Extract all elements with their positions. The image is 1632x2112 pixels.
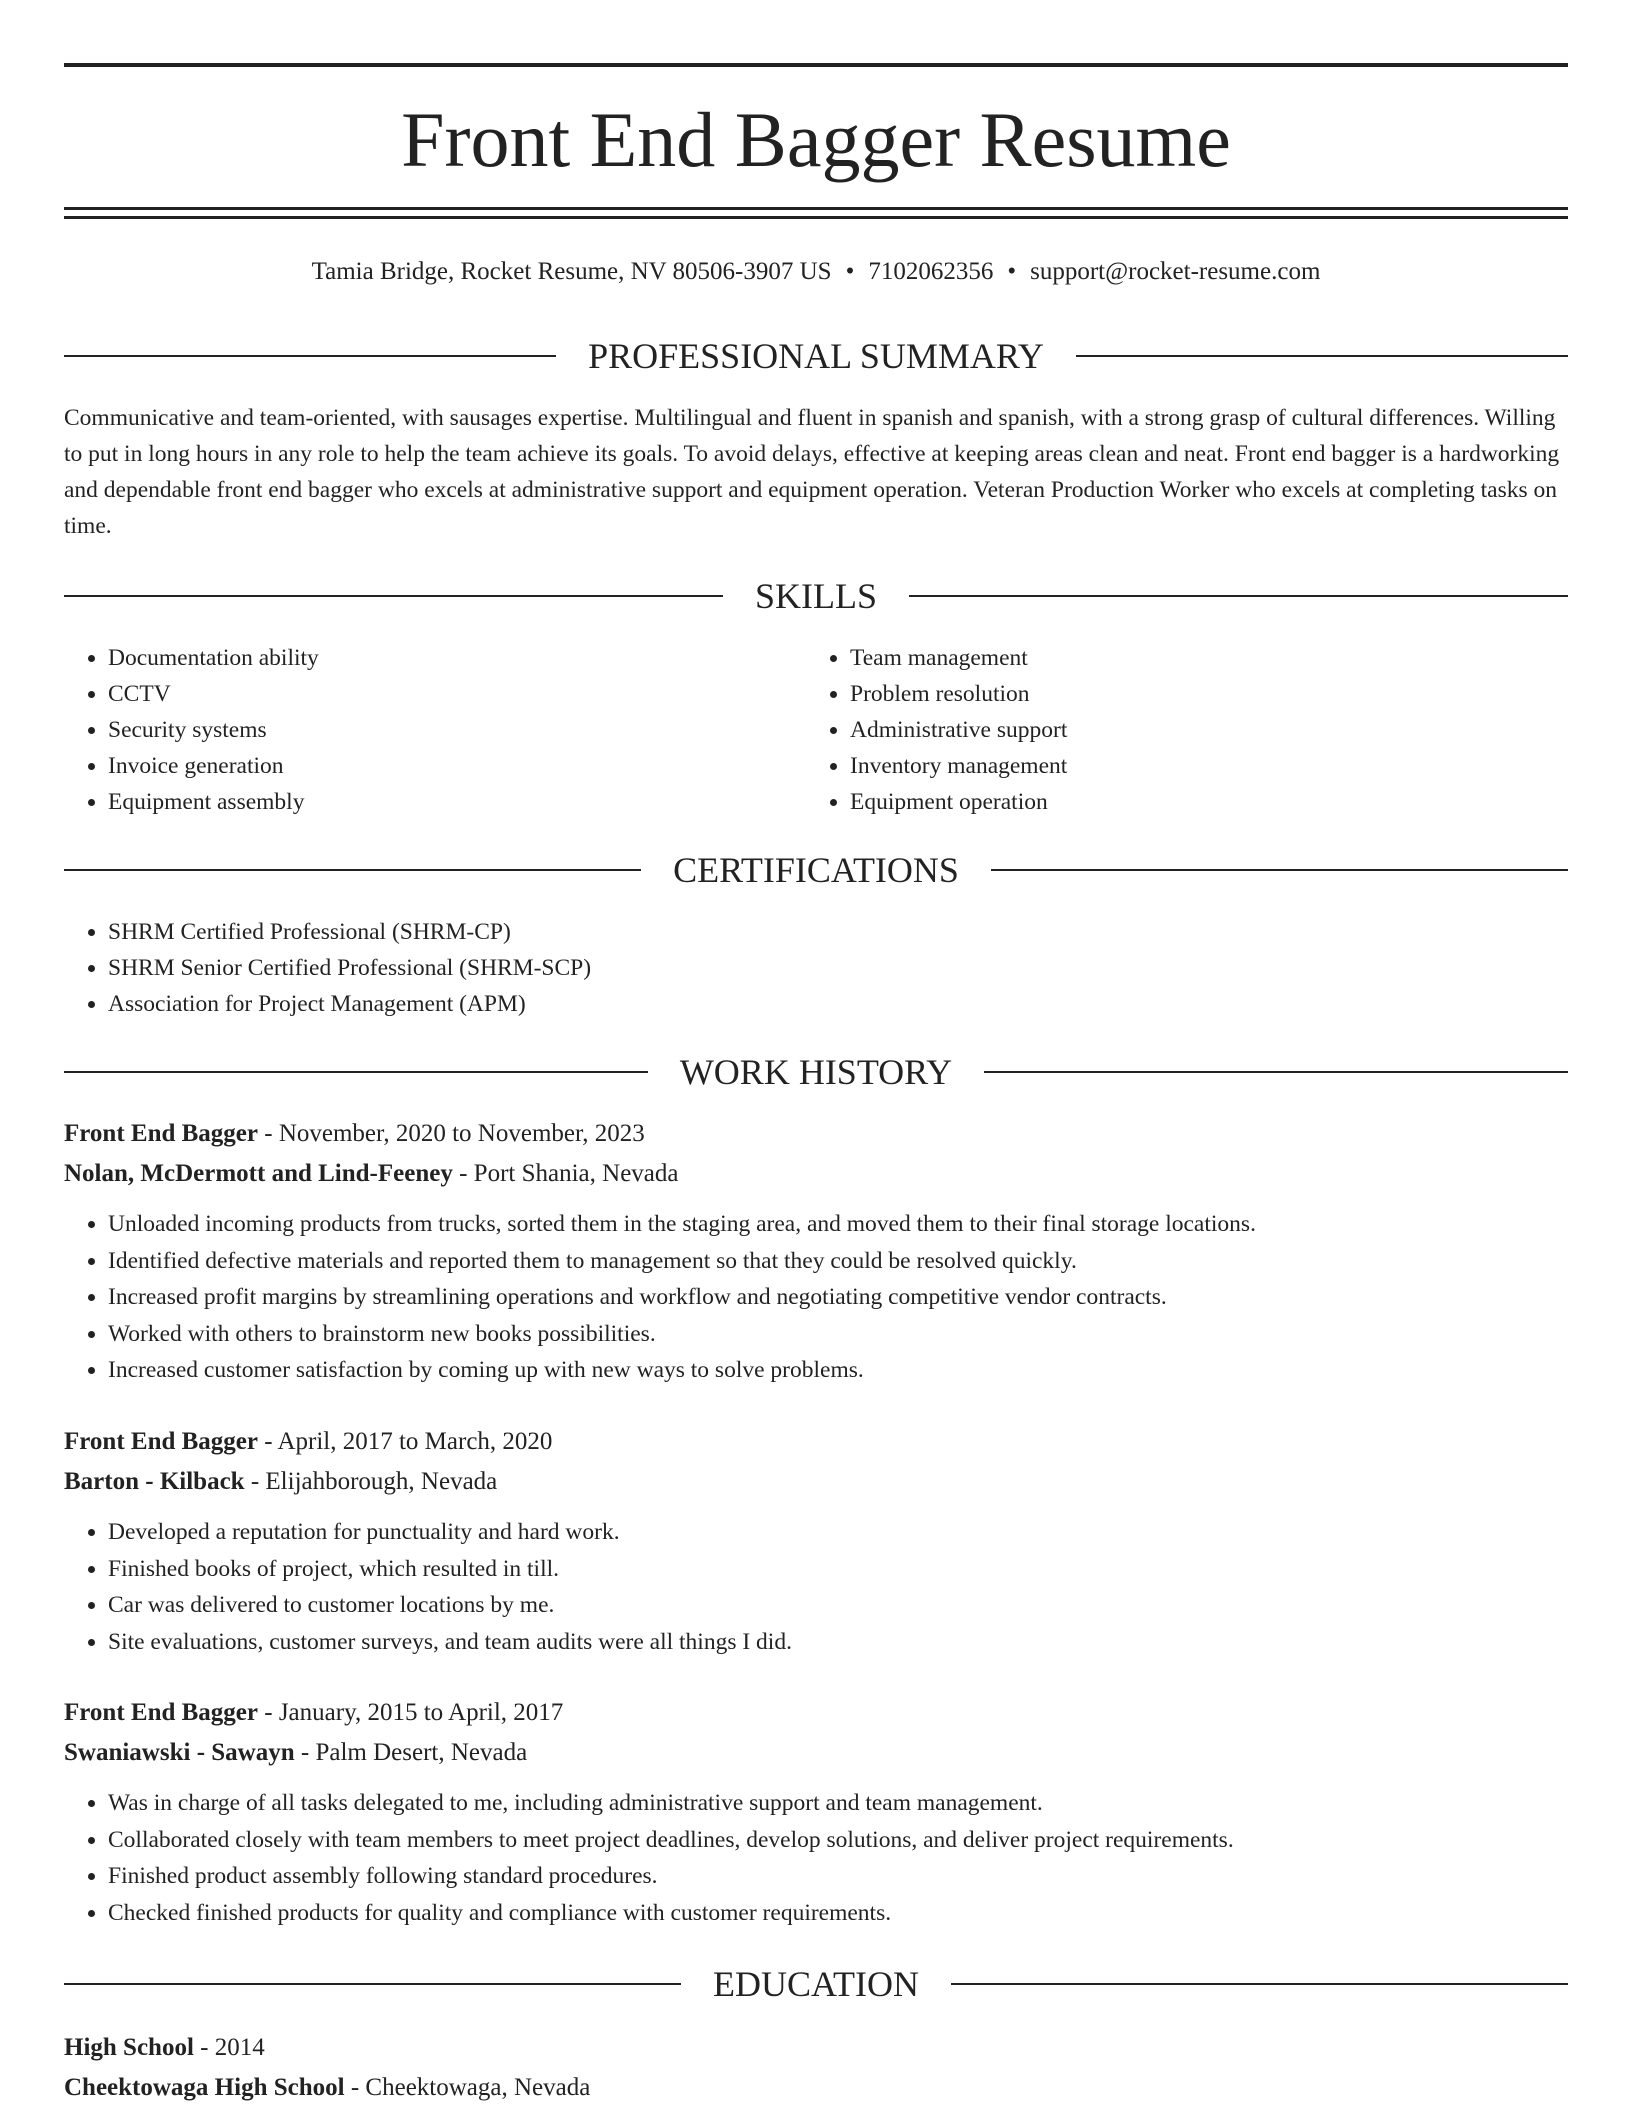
job-dates: - January, 2015 to April, 2017: [258, 1699, 564, 1726]
job-company-line: [64, 1462, 1568, 1502]
heading-rule-left: [64, 595, 723, 597]
job-location: - Palm Desert, Nevada: [294, 1739, 528, 1766]
skill-item: • Inventory management: [850, 748, 1590, 784]
job-bullet: • Site evaluations, customer surveys, and team audits were all things I did.: [108, 1624, 1568, 1661]
heading-rule-left: [64, 869, 641, 871]
certification-item: • SHRM Senior Certified Professional (SHRM-SCP): [108, 950, 1612, 986]
heading-rule-left: [64, 1983, 681, 1985]
title-rule-lower: [64, 216, 1568, 219]
section-heading-work: [64, 1050, 1568, 1094]
top-rule: [64, 63, 1568, 67]
job-bullet: • Car was delivered to customer locations by me.: [108, 1587, 1568, 1624]
education-school-line: [64, 2068, 1568, 2108]
skill-item: • CCTV: [108, 676, 848, 712]
job-dates: - April, 2017 to March, 2020: [258, 1428, 553, 1455]
section-title: PROFESSIONAL SUMMARY: [588, 336, 1044, 376]
job-bullet: • Collaborated closely with team members to meet project deadlines, develop solutions, and deliver project requirements.: [108, 1822, 1568, 1859]
resume-title: Front End Bagger Resume: [401, 96, 1231, 183]
job-title: Front End Bagger: [64, 1699, 258, 1726]
contact-email: support@rocket-resume.com: [1030, 258, 1321, 285]
contact-address: Tamia Bridge, Rocket Resume, NV 80506-3907 US: [311, 258, 832, 285]
education-degree: High School: [64, 2034, 194, 2061]
job-bullet: • Unloaded incoming products from trucks, sorted them in the staging area, and moved them to their final storage locations.: [108, 1206, 1568, 1243]
section-heading-certifications: [64, 848, 1568, 892]
certification-item: • SHRM Certified Professional (SHRM-CP): [108, 914, 1612, 950]
title-rule-upper: [64, 207, 1568, 210]
heading-rule-left: [64, 355, 556, 357]
job-title-line: [64, 1114, 1568, 1154]
section-title: WORK HISTORY: [679, 1052, 953, 1092]
job-bullet: • Was in charge of all tasks delegated to me, including administrative support and team management.: [108, 1785, 1568, 1822]
heading-rule-right: [991, 869, 1568, 871]
education-location: - Cheektowaga, Nevada: [344, 2074, 591, 2101]
job-company-line: [64, 1733, 1568, 1773]
job-bullet: • Increased profit margins by streamlining operations and workflow and negotiating competitive vendor contracts.: [108, 1279, 1568, 1316]
job-bullet: • Checked finished products for quality and compliance with customer requirements.: [108, 1895, 1568, 1932]
job-bullet: • Increased customer satisfaction by coming up with new ways to solve problems.: [108, 1352, 1568, 1389]
skills-list-right: [806, 640, 1590, 820]
summary-text: Communicative and team-oriented, with sausages expertise. Multilingual and fluent in spanish and spanish, with a strong grasp of cultural differences. Willing to put in long hours in any role to help the team achieve its goals. To avoid delays, effective at keeping areas clean and neat. Front end bagger is a hardworking and dependable front end bagger who excels at administrative support and equipment operation. Veteran Production Worker who excels at completing tasks on time.: [64, 405, 1560, 539]
skill-item: • Invoice generation: [108, 748, 848, 784]
job-bullets: [64, 1514, 1568, 1660]
certifications-list: [64, 914, 1612, 1022]
heading-rule-right: [951, 1983, 1568, 1985]
contact-phone: 7102062356: [868, 258, 994, 285]
job-title: Front End Bagger: [64, 1428, 258, 1455]
skill-item: • Equipment operation: [850, 784, 1590, 820]
skill-item: • Team management: [850, 640, 1590, 676]
contact-separator: •: [845, 258, 855, 285]
heading-rule-right: [1076, 355, 1568, 357]
section-title: CERTIFICATIONS: [673, 850, 959, 890]
job-bullet: • Finished product assembly following standard procedures.: [108, 1858, 1568, 1895]
section-heading-education: [64, 1962, 1568, 2006]
job-bullet: • Finished books of project, which resulted in till.: [108, 1551, 1568, 1588]
job-entry: [64, 1114, 1568, 1389]
heading-rule-right: [984, 1071, 1568, 1073]
section-title: SKILLS: [755, 576, 878, 616]
education-degree-line: [64, 2028, 1568, 2068]
job-title-line: [64, 1422, 1568, 1462]
contact-separator: •: [1007, 258, 1017, 285]
heading-rule-right: [909, 595, 1568, 597]
job-bullet: • Identified defective materials and reported them to management so that they could be resolved quickly.: [108, 1243, 1568, 1280]
section-title: EDUCATION: [713, 1964, 919, 2004]
skill-item: • Documentation ability: [108, 640, 848, 676]
skill-item: • Administrative support: [850, 712, 1590, 748]
job-bullets: [64, 1206, 1568, 1389]
job-title-line: [64, 1693, 1568, 1733]
job-company: Swaniawski - Sawayn: [64, 1739, 295, 1766]
job-bullet: • Worked with others to brainstorm new books possibilities.: [108, 1316, 1568, 1353]
job-company-line: [64, 1154, 1568, 1194]
heading-rule-left: [64, 1071, 648, 1073]
skill-item: • Equipment assembly: [108, 784, 848, 820]
section-heading-summary: [64, 334, 1568, 378]
job-dates: - November, 2020 to November, 2023: [258, 1120, 645, 1147]
skill-item: • Security systems: [108, 712, 848, 748]
certification-item: • Association for Project Management (APM): [108, 986, 1612, 1022]
job-location: - Port Shania, Nevada: [452, 1160, 679, 1187]
job-company: Nolan, McDermott and Lind-Feeney: [64, 1160, 453, 1187]
education-year: - 2014: [193, 2034, 265, 2061]
job-bullets: [64, 1785, 1568, 1931]
job-entry: [64, 1693, 1568, 1931]
contact-line: [64, 254, 1568, 290]
skill-item: • Problem resolution: [850, 676, 1590, 712]
job-title: Front End Bagger: [64, 1120, 258, 1147]
job-bullet: • Developed a reputation for punctuality and hard work.: [108, 1514, 1568, 1551]
section-heading-skills: [64, 574, 1568, 618]
skills-list-left: [64, 640, 848, 820]
education-school: Cheektowaga High School: [64, 2074, 345, 2101]
job-company: Barton - Kilback: [64, 1468, 245, 1495]
job-location: - Elijahborough, Nevada: [244, 1468, 498, 1495]
job-entry: [64, 1422, 1568, 1660]
education-entry: [64, 2028, 1568, 2108]
